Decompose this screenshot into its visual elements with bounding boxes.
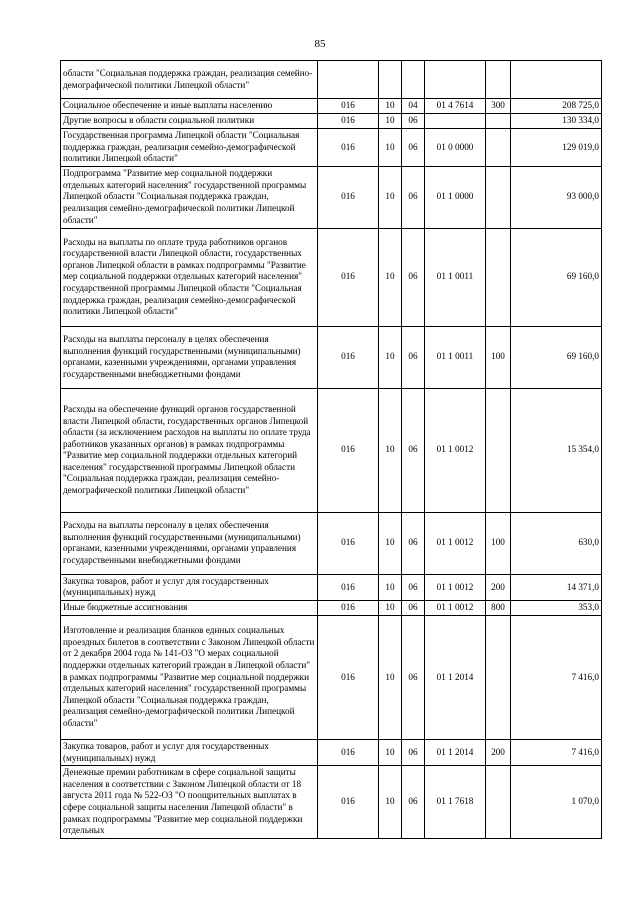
section-code-cell: 10	[379, 99, 402, 114]
expense-name-cell: области "Социальная поддержка граждан, реализация семейно-демографической политики Липецкой области"	[61, 61, 318, 99]
expense-name-cell: Подпрограмма "Развитие мер социальной поддержки отдельных категорий населения" государственной программы Липецкой области "Социальная поддержка граждан, реализация семейно-демографической политики Липецкой области"	[61, 166, 318, 228]
ministry-code-cell: 016	[318, 99, 379, 114]
ministry-code-cell: 016	[318, 766, 379, 839]
section-code-cell: 10	[379, 615, 402, 739]
table-row	[61, 166, 602, 228]
section-code-cell: 10	[379, 512, 402, 574]
ministry-code-cell: 016	[318, 228, 379, 326]
ministry-code-cell: 016	[318, 388, 379, 512]
target-article-cell: 01 1 0011	[425, 326, 486, 388]
table-row	[61, 766, 602, 839]
page-number: 85	[314, 38, 326, 50]
table-row	[61, 228, 602, 326]
section-code-cell: 10	[379, 388, 402, 512]
expense-name-cell: Расходы на выплаты персоналу в целях обеспечения выполнения функций государственными (муниципальными) органами, казенными учреждениями, органами управления государственными внебюджетными фондами	[61, 326, 318, 388]
table-row	[61, 615, 602, 739]
expense-type-cell: 100	[486, 326, 511, 388]
subsection-code-cell: 06	[402, 512, 425, 574]
expense-name-cell: Расходы на выплаты персоналу в целях обеспечения выполнения функций государственными (муниципальными) органами, казенными учреждениями, органами управления государственными внебюджетными фондами	[61, 512, 318, 574]
expense-type-cell: 300	[486, 99, 511, 114]
subsection-code-cell: 06	[402, 166, 425, 228]
expense-name-cell: Другие вопросы в области социальной политики	[61, 114, 318, 129]
target-article-cell	[425, 114, 486, 129]
section-code-cell: 10	[379, 114, 402, 129]
amount-cell: 15 354,0	[511, 388, 602, 512]
amount-cell: 69 160,0	[511, 326, 602, 388]
expense-type-cell	[486, 615, 511, 739]
target-article-cell: 01 1 7618	[425, 766, 486, 839]
expense-type-cell	[486, 766, 511, 839]
table-row	[61, 739, 602, 765]
section-code-cell: 10	[379, 228, 402, 326]
expense-name-cell: Иные бюджетные ассигнования	[61, 600, 318, 615]
subsection-code-cell: 06	[402, 739, 425, 765]
table-row	[61, 600, 602, 615]
section-code-cell: 10	[379, 166, 402, 228]
ministry-code-cell	[318, 61, 379, 99]
table-row	[61, 99, 602, 114]
expense-name-cell: Расходы на обеспечение функций органов государственной власти Липецкой области, государственных органов Липецкой области (за исключением расходов на выплаты по оплате труда работников указанных органов) в рамках подпрограммы "Развитие мер социальной поддержки отдельных категорий населения" государственной программы Липецкой области "Социальная поддержка граждан, реализация семейно-демографической политики Липецкой области"	[61, 388, 318, 512]
expense-type-cell: 200	[486, 739, 511, 765]
subsection-code-cell: 06	[402, 766, 425, 839]
subsection-code-cell: 06	[402, 615, 425, 739]
subsection-code-cell: 06	[402, 600, 425, 615]
amount-cell: 7 416,0	[511, 615, 602, 739]
amount-cell: 129 019,0	[511, 129, 602, 167]
section-code-cell: 10	[379, 766, 402, 839]
ministry-code-cell: 016	[318, 512, 379, 574]
section-code-cell: 10	[379, 326, 402, 388]
subsection-code-cell: 06	[402, 388, 425, 512]
ministry-code-cell: 016	[318, 615, 379, 739]
expense-name-cell: Закупка товаров, работ и услуг для государственных (муниципальных) нужд	[61, 574, 318, 600]
subsection-code-cell: 06	[402, 114, 425, 129]
expense-name-cell: Расходы на выплаты по оплате труда работников органов государственной власти Липецкой области, государственных органов Липецкой области в рамках подпрограммы "Развитие мер социальной поддержки отдельных категорий населения" государственной программы Липецкой области "Социальная поддержка граждан, реализация семейно-демографической политики Липецкой области"	[61, 228, 318, 326]
table-row	[61, 61, 602, 99]
section-code-cell: 10	[379, 574, 402, 600]
expense-type-cell	[486, 228, 511, 326]
table-row	[61, 129, 602, 167]
expense-type-cell	[486, 129, 511, 167]
budget-table-body	[61, 61, 602, 839]
amount-cell: 353,0	[511, 600, 602, 615]
amount-cell: 208 725,0	[511, 99, 602, 114]
expense-type-cell	[486, 114, 511, 129]
subsection-code-cell	[402, 61, 425, 99]
section-code-cell	[379, 61, 402, 99]
target-article-cell: 01 4 7614	[425, 99, 486, 114]
target-article-cell: 01 1 2014	[425, 615, 486, 739]
subsection-code-cell: 06	[402, 326, 425, 388]
expense-type-cell: 100	[486, 512, 511, 574]
subsection-code-cell: 04	[402, 99, 425, 114]
target-article-cell: 01 1 0012	[425, 512, 486, 574]
section-code-cell: 10	[379, 600, 402, 615]
expense-type-cell: 800	[486, 600, 511, 615]
amount-cell: 69 160,0	[511, 228, 602, 326]
expense-name-cell: Изготовление и реализация бланков единых социальных проездных билетов в соответствии с Законом Липецкой области от 2 декабря 2004 года № 141-ОЗ "О мерах социальной поддержки отдельных категорий граждан в Липецкой области" в рамках подпрограммы "Развитие мер социальной поддержки отдельных категорий населения" государственной программы Липецкой области "Социальная поддержка граждан, реализация семейно-демографической политики Липецкой области"	[61, 615, 318, 739]
target-article-cell: 01 1 0012	[425, 600, 486, 615]
expense-name-cell: Государственная программа Липецкой области "Социальная поддержка граждан, реализация семейно-демографической политики Липецкой области"	[61, 129, 318, 167]
amount-cell: 1 070,0	[511, 766, 602, 839]
section-code-cell: 10	[379, 129, 402, 167]
section-code-cell: 10	[379, 739, 402, 765]
amount-cell: 7 416,0	[511, 739, 602, 765]
amount-cell: 93 000,0	[511, 166, 602, 228]
expense-type-cell	[486, 388, 511, 512]
ministry-code-cell: 016	[318, 326, 379, 388]
subsection-code-cell: 06	[402, 574, 425, 600]
ministry-code-cell: 016	[318, 574, 379, 600]
target-article-cell	[425, 61, 486, 99]
table-row	[61, 114, 602, 129]
expense-type-cell: 200	[486, 574, 511, 600]
target-article-cell: 01 1 2014	[425, 739, 486, 765]
target-article-cell: 01 1 0011	[425, 228, 486, 326]
budget-table	[60, 60, 602, 839]
table-row	[61, 512, 602, 574]
ministry-code-cell: 016	[318, 166, 379, 228]
target-article-cell: 01 1 0012	[425, 574, 486, 600]
table-row	[61, 574, 602, 600]
expense-name-cell: Закупка товаров, работ и услуг для государственных (муниципальных) нужд	[61, 739, 318, 765]
expense-type-cell	[486, 166, 511, 228]
expense-name-cell: Денежные премии работникам в сфере социальной защиты населения в соответствии с Законом Липецкой области от 18 августа 2011 года № 522-ОЗ "О поощрительных выплатах в сфере социальной защиты населения Липецкой области" в рамках подпрограммы "Развитие мер социальной поддержки отдельных	[61, 766, 318, 839]
expense-type-cell	[486, 61, 511, 99]
ministry-code-cell: 016	[318, 739, 379, 765]
ministry-code-cell: 016	[318, 600, 379, 615]
target-article-cell: 01 1 0000	[425, 166, 486, 228]
ministry-code-cell: 016	[318, 114, 379, 129]
amount-cell: 630,0	[511, 512, 602, 574]
expense-name-cell: Социальное обеспечение и иные выплаты населению	[61, 99, 318, 114]
table-row	[61, 388, 602, 512]
target-article-cell: 01 1 0012	[425, 388, 486, 512]
ministry-code-cell: 016	[318, 129, 379, 167]
amount-cell: 130 334,0	[511, 114, 602, 129]
subsection-code-cell: 06	[402, 129, 425, 167]
subsection-code-cell: 06	[402, 228, 425, 326]
table-row	[61, 326, 602, 388]
amount-cell: 14 371,0	[511, 574, 602, 600]
target-article-cell: 01 0 0000	[425, 129, 486, 167]
amount-cell	[511, 61, 602, 99]
